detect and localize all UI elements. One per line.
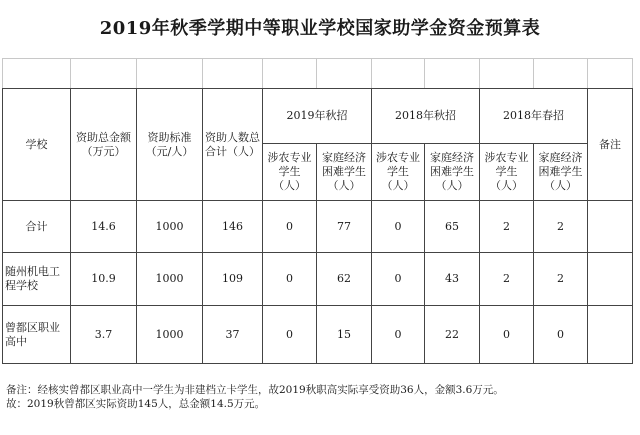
blank-header-row [3, 59, 633, 89]
header-row-1 [3, 89, 633, 144]
budget-table [2, 58, 633, 364]
footnote-line: 备注：经核实曾都区职业高中一学生为非建档立卡学生，故2019秋职高实际享受资助36人，金额3.6万元。 [6, 384, 504, 396]
cell-2018-fall-poor: 22 [425, 306, 480, 364]
cell-total-amount: 14.6 [71, 201, 137, 253]
cell-2019-fall-poor: 77 [317, 201, 372, 253]
header-2018-fall-poor: 家庭经济困难学生（人） [425, 144, 480, 201]
cell-2018-spring-agri: 2 [480, 201, 534, 253]
cell-count: 146 [203, 201, 263, 253]
cell-2019-fall-poor: 62 [317, 253, 372, 306]
cell-2018-spring-agri: 2 [480, 253, 534, 306]
cell-count: 109 [203, 253, 263, 306]
cell-2019-fall-agri: 0 [263, 306, 317, 364]
cell-count: 37 [203, 306, 263, 364]
cell-school: 合计 [3, 201, 71, 253]
table-row [3, 306, 633, 364]
header-2018-spring-agri: 涉农专业学生（人） [480, 144, 534, 201]
cell-2018-spring-agri: 0 [480, 306, 534, 364]
cell-school: 曾都区职业高中 [3, 306, 71, 364]
header-2019-fall: 2019年秋招 [263, 89, 372, 144]
cell-remark [588, 306, 633, 364]
table-row [3, 201, 633, 253]
header-standard: 资助标准（元/人） [137, 89, 203, 201]
table-row [3, 253, 633, 306]
header-2018-spring-poor: 家庭经济困难学生（人） [534, 144, 588, 201]
header-remarks: 备注 [588, 89, 633, 201]
cell-2018-fall-agri: 0 [372, 201, 425, 253]
cell-2018-fall-poor: 43 [425, 253, 480, 306]
cell-total-amount: 10.9 [71, 253, 137, 306]
cell-standard: 1000 [137, 253, 203, 306]
cell-2019-fall-agri: 0 [263, 253, 317, 306]
page-title: 2019年秋季学期中等职业学校国家助学金资金预算表 [99, 18, 541, 39]
footnote-line: 故：2019秋曾都区实际资助145人，总金额14.5万元。 [6, 397, 266, 410]
cell-total-amount: 3.7 [71, 306, 137, 364]
header-total-amount: 资助总金额（万元） [71, 89, 137, 201]
footnotes [6, 384, 634, 411]
header-count: 资助人数总合计（人） [203, 89, 263, 201]
cell-remark [588, 253, 633, 306]
cell-standard: 1000 [137, 201, 203, 253]
header-2019-fall-poor: 家庭经济困难学生（人） [317, 144, 372, 201]
cell-2018-fall-agri: 0 [372, 253, 425, 306]
header-school: 学校 [3, 89, 71, 201]
cell-2018-spring-poor: 2 [534, 201, 588, 253]
cell-school: 随州机电工程学校 [3, 253, 71, 306]
header-2018-spring: 2018年春招 [480, 89, 588, 144]
cell-2018-spring-poor: 2 [534, 253, 588, 306]
cell-standard: 1000 [137, 306, 203, 364]
cell-2019-fall-poor: 15 [317, 306, 372, 364]
header-2018-fall: 2018年秋招 [372, 89, 480, 144]
cell-2018-fall-agri: 0 [372, 306, 425, 364]
cell-2019-fall-agri: 0 [263, 201, 317, 253]
header-2018-fall-agri: 涉农专业学生（人） [372, 144, 425, 201]
cell-2018-spring-poor: 0 [534, 306, 588, 364]
header-2019-fall-agri: 涉农专业学生（人） [263, 144, 317, 201]
cell-remark [588, 201, 633, 253]
cell-2018-fall-poor: 65 [425, 201, 480, 253]
